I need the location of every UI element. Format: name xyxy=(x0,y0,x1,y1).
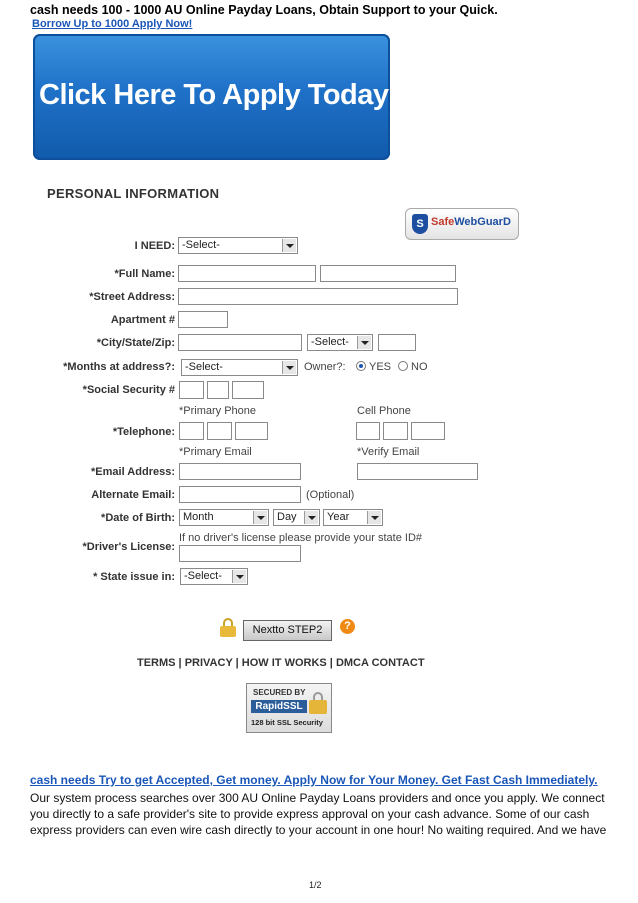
last-name-input[interactable] xyxy=(320,265,456,282)
owner-no-radio[interactable] xyxy=(398,361,408,371)
chevron-down-icon xyxy=(304,511,318,524)
padlock-icon xyxy=(309,692,327,714)
ssl-strength: 128 bit SSL Security xyxy=(251,718,323,727)
email-input[interactable] xyxy=(179,463,301,480)
next-step-button[interactable]: Nextto STEP2 xyxy=(243,620,332,641)
label-ssn: *Social Security # xyxy=(82,384,175,396)
shield-icon: S xyxy=(412,214,428,234)
label-alt-email: Alternate Email: xyxy=(91,489,175,501)
lock-icon xyxy=(220,618,236,637)
safewebguard-badge xyxy=(405,208,519,240)
help-icon[interactable]: ? xyxy=(340,619,355,634)
apply-today-label: Click Here To Apply Today xyxy=(39,79,389,111)
label-cell-phone: Cell Phone xyxy=(357,405,411,417)
label-apartment: Apartment # xyxy=(110,314,175,326)
phone-line-input[interactable] xyxy=(235,422,268,440)
months-select[interactable]: -Select- xyxy=(181,359,298,376)
verify-email-input[interactable] xyxy=(357,463,478,480)
borrow-link[interactable]: Borrow Up to 1000 Apply Now! xyxy=(32,18,193,30)
chevron-down-icon xyxy=(282,239,296,252)
footer-links: TERMS | PRIVACY | HOW IT WORKS | DMCA CONTACT xyxy=(137,657,425,669)
chevron-down-icon xyxy=(357,336,371,349)
label-full-name: *Full Name: xyxy=(114,268,175,280)
label-need: I NEED: xyxy=(134,240,175,252)
privacy-link[interactable]: PRIVACY xyxy=(184,657,233,669)
alt-email-input[interactable] xyxy=(179,486,301,503)
label-primary-email: *Primary Email xyxy=(179,446,252,458)
label-state-issue: * State issue in: xyxy=(93,571,175,583)
chevron-down-icon xyxy=(367,511,381,524)
label-dob: *Date of Birth: xyxy=(101,512,175,524)
label-email: *Email Address: xyxy=(91,466,175,478)
city-input[interactable] xyxy=(178,334,302,351)
label-verify-email: *Verify Email xyxy=(357,446,420,458)
label-dl: *Driver's License: xyxy=(82,541,175,553)
ssn-part1-input[interactable] xyxy=(179,381,204,399)
phone-area-input[interactable] xyxy=(179,422,204,440)
dl-note: If no driver's license please provide your state ID# xyxy=(179,532,422,544)
chevron-down-icon xyxy=(232,570,246,583)
section-title: PERSONAL INFORMATION xyxy=(47,186,220,201)
label-city: *City/State/Zip: xyxy=(96,337,175,349)
dob-year-select[interactable]: Year xyxy=(323,509,383,526)
phone-prefix-input[interactable] xyxy=(207,422,232,440)
dl-input[interactable] xyxy=(179,545,301,562)
state-select[interactable]: -Select- xyxy=(307,334,373,351)
owner-yes-radio[interactable] xyxy=(356,361,366,371)
apply-today-button[interactable] xyxy=(33,34,390,160)
ssl-brand: RapidSSL xyxy=(251,700,307,713)
cell-area-input[interactable] xyxy=(356,422,380,440)
cell-prefix-input[interactable] xyxy=(383,422,408,440)
cell-line-input[interactable] xyxy=(411,422,445,440)
ssn-part2-input[interactable] xyxy=(207,381,229,399)
label-yes: YES xyxy=(369,361,392,373)
ssn-part3-input[interactable] xyxy=(232,381,264,399)
dob-day-select[interactable]: Day xyxy=(273,509,320,526)
first-name-input[interactable] xyxy=(178,265,316,282)
how-it-works-link[interactable]: HOW IT WORKS xyxy=(241,657,327,669)
street-input[interactable] xyxy=(178,288,458,305)
ssl-secured-by: SECURED BY xyxy=(253,688,306,697)
label-street: *Street Address: xyxy=(89,291,175,303)
dmca-contact-link[interactable]: DMCA CONTACT xyxy=(335,657,425,669)
zip-input[interactable] xyxy=(378,334,416,351)
badge-text: SafeWebGuarD xyxy=(431,216,511,228)
rapidssl-badge xyxy=(246,683,332,733)
label-primary-phone: *Primary Phone xyxy=(179,405,257,417)
bottom-link[interactable]: cash needs Try to get Accepted, Get money. Apply Now for Your Money. Get Fast Cash Immediately. xyxy=(30,773,598,787)
label-no: NO xyxy=(411,361,428,373)
apartment-input[interactable] xyxy=(178,311,228,328)
label-telephone: *Telephone: xyxy=(112,426,175,438)
label-months: *Months at address?: xyxy=(63,361,175,373)
body-paragraph: Our system process searches over 300 AU Online Payday Loans providers and once you apply. We connect you directly to a safe provider's site to provide express approval on your cash advance. Some of our cash express providers can even wire cash directly to your account in one hour! No waiting required. And we have xyxy=(30,791,607,837)
label-owner: Owner?: xyxy=(304,361,346,373)
page-title: cash needs 100 - 1000 AU Online Payday Loans, Obtain Support to your Quick. xyxy=(30,3,498,17)
label-optional: (Optional) xyxy=(306,489,355,501)
dob-month-select[interactable]: Month xyxy=(179,509,269,526)
terms-link[interactable]: TERMS xyxy=(137,657,176,669)
page-number: 1/2 xyxy=(309,880,322,890)
need-select[interactable]: -Select- xyxy=(178,237,298,254)
chevron-down-icon xyxy=(282,361,296,374)
state-issue-select[interactable]: -Select- xyxy=(180,568,248,585)
chevron-down-icon xyxy=(253,511,267,524)
